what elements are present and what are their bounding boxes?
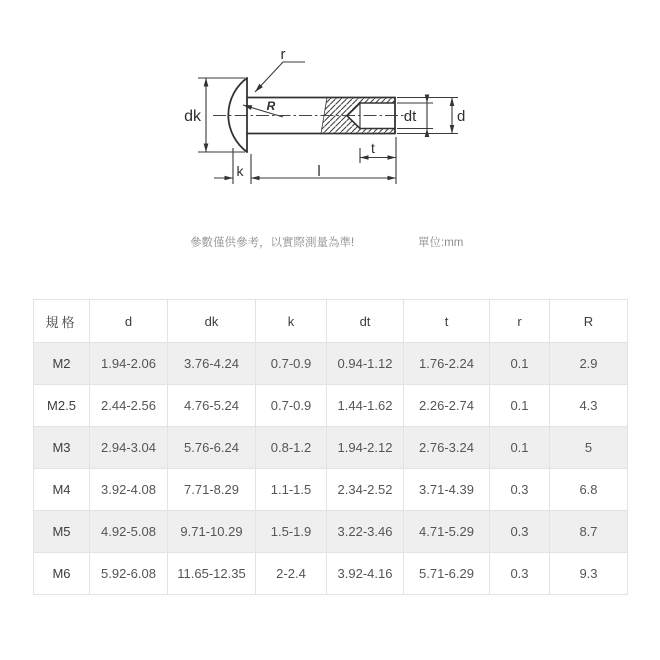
col-header-R: R (550, 300, 628, 343)
table-cell: 2.9 (550, 343, 628, 385)
table-row-m5 (34, 511, 628, 553)
table-cell: 9.3 (550, 553, 628, 595)
table-cell: 5.92-6.08 (90, 553, 168, 595)
table-cell: 0.3 (490, 553, 550, 595)
table-cell: 0.1 (490, 343, 550, 385)
table-cell: 7.71-8.29 (168, 469, 256, 511)
table-cell: 5.76-6.24 (168, 427, 256, 469)
table-cell: 4.71-5.29 (404, 511, 490, 553)
table-cell: 1.5-1.9 (256, 511, 327, 553)
label-crown-radius: R (266, 99, 276, 113)
col-header-k: k (256, 300, 327, 343)
label-head-diameter: dk (184, 108, 201, 125)
table-cell: M6 (34, 553, 90, 595)
col-header-d: d (90, 300, 168, 343)
table-cell: 1.44-1.62 (327, 385, 404, 427)
col-header-spec: 規格 (34, 300, 90, 343)
table-row-m6 (34, 553, 628, 595)
table-cell: 0.94-1.12 (327, 343, 404, 385)
table-cell: 0.3 (490, 511, 550, 553)
label-hole-diameter: dt (403, 108, 417, 125)
table-cell: M4 (34, 469, 90, 511)
table-cell: M2 (34, 343, 90, 385)
col-header-t: t (404, 300, 490, 343)
label-shank-diameter: d (457, 108, 466, 125)
table-cell: 4.92-5.08 (90, 511, 168, 553)
table-cell: 1.94-2.06 (90, 343, 168, 385)
rivet-technical-drawing (160, 40, 505, 205)
table-row-m2-5 (34, 385, 628, 427)
table-cell: 4.76-5.24 (168, 385, 256, 427)
table-cell: M3 (34, 427, 90, 469)
table-cell: 0.3 (490, 469, 550, 511)
table-row-m3 (34, 427, 628, 469)
table-row-m2 (34, 343, 628, 385)
table-cell: 3.22-3.46 (327, 511, 404, 553)
table-cell: 5.71-6.29 (404, 553, 490, 595)
table-cell: 0.8-1.2 (256, 427, 327, 469)
table-cell: 2.44-2.56 (90, 385, 168, 427)
table-cell: 2.26-2.74 (404, 385, 490, 427)
table-cell: 3.92-4.16 (327, 553, 404, 595)
table-cell: M2.5 (34, 385, 90, 427)
table-cell: 6.8 (550, 469, 628, 511)
table-cell: 2-2.4 (256, 553, 327, 595)
table-cell: 2.34-2.52 (327, 469, 404, 511)
table-cell: 2.76-3.24 (404, 427, 490, 469)
table-header-row (34, 300, 628, 343)
disclaimer-text: 參數僅供參考，以實際測量為準! (190, 237, 355, 249)
table-cell: 1.1-1.5 (256, 469, 327, 511)
col-header-r: r (490, 300, 550, 343)
table-cell: 4.3 (550, 385, 628, 427)
table-cell: 0.7-0.9 (256, 385, 327, 427)
table-cell: 2.94-3.04 (90, 427, 168, 469)
col-header-dt: dt (327, 300, 404, 343)
table-cell: 0.7-0.9 (256, 343, 327, 385)
label-hole-depth: t (371, 140, 375, 156)
table-cell: 5 (550, 427, 628, 469)
table-cell: 0.1 (490, 427, 550, 469)
table-cell: 8.7 (550, 511, 628, 553)
col-header-dk: dk (168, 300, 256, 343)
label-shank-length: l (317, 163, 321, 180)
table-cell: 3.76-4.24 (168, 343, 256, 385)
table-row-m4 (34, 469, 628, 511)
table-cell: 1.76-2.24 (404, 343, 490, 385)
table-cell: 9.71-10.29 (168, 511, 256, 553)
spec-table (33, 299, 628, 595)
table-cell: 11.65-12.35 (168, 553, 256, 595)
unit-text: 單位:mm (418, 237, 464, 249)
label-head-height: k (236, 163, 244, 179)
table-cell: M5 (34, 511, 90, 553)
table-cell: 3.71-4.39 (404, 469, 490, 511)
label-fillet-radius: r (280, 46, 286, 63)
table-cell: 1.94-2.12 (327, 427, 404, 469)
table-cell: 0.1 (490, 385, 550, 427)
table-cell: 3.92-4.08 (90, 469, 168, 511)
